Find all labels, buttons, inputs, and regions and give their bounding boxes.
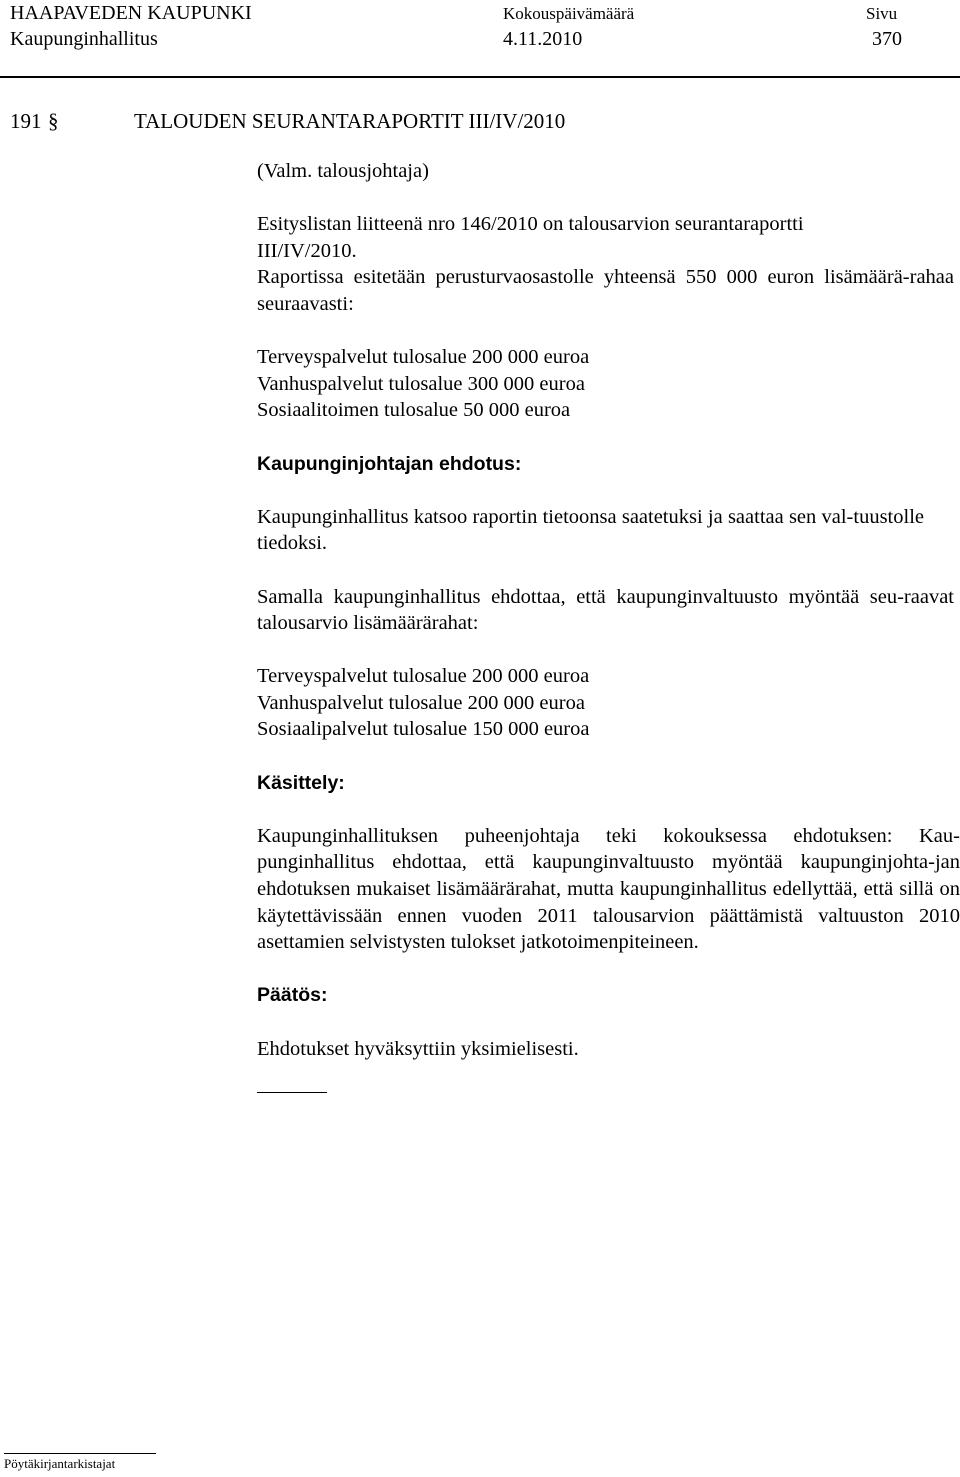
meeting-date-label: Kokouspäivämäärä <box>503 4 635 23</box>
decision-text: Ehdotukset hyväksyttiin yksimielisesti. <box>257 1037 579 1060</box>
decision-heading: Päätös: <box>257 984 328 1007</box>
page-label: Sivu <box>866 4 898 23</box>
report-item: Terveyspalvelut tulosalue 200 000 euroa <box>257 346 590 369</box>
proposal-item: Sosiaalipalvelut tulosalue 150 000 euroa <box>257 718 590 741</box>
item-number: 191 <box>10 109 42 133</box>
item-title: TALOUDEN SEURANTARAPORTIT III/IV/2010 <box>134 109 566 133</box>
handling-text: Kaupunginhallituksen puheenjohtaja teki kokouksessa ehdotuksen: Kau-punginhallitus ehdottaa, että kaupunginvaltuusto myöntää kaupunginjohta-jan ehdotuksen mukaiset lisämäärärahat, mutta kaupunginhallitus edellyttää, että sillä on käytettävissään ennen vuoden 2011 talousarvion päättämistä valtuuston 2010 asettamien selvistysten tulokset jatkotoimenpiteineen. <box>257 824 960 954</box>
municipality-name: HAAPAVEDEN KAUPUNKI <box>10 2 252 24</box>
signature-line <box>4 1453 156 1454</box>
minutes-checkers-label: Pöytäkirjantarkistajat <box>4 1456 116 1471</box>
report-item: Vanhuspalvelut tulosalue 300 000 euroa <box>257 372 585 395</box>
handling-heading: Käsittely: <box>257 771 345 794</box>
minutes-body <box>257 158 960 1093</box>
intro-line-1: Esityslistan liitteenä nro 146/2010 on talousarvion seurantaraportti <box>257 213 804 236</box>
meeting-date: 4.11.2010 <box>503 28 583 50</box>
section-sign: § <box>48 109 59 133</box>
report-item: Sosiaalitoimen tulosalue 50 000 euroa <box>257 399 571 422</box>
proposal-item: Terveyspalvelut tulosalue 200 000 euroa <box>257 665 590 688</box>
page-number: 370 <box>872 28 902 50</box>
report-text: Raportissa esitetään perusturvaosastolle yhteensä 550 000 euron lisämäärä-rahaa seuraavasti: <box>257 266 954 315</box>
end-rule <box>257 1092 327 1093</box>
proposal-text-2: Samalla kaupunginhallitus ehdottaa, että kaupunginvaltuusto myöntää seu-raavat talousarvio lisämäärärahat: <box>257 585 954 635</box>
preparer-note: (Valm. talousjohtaja) <box>257 160 429 182</box>
header-rule <box>0 76 960 78</box>
proposal-heading: Kaupunginjohtajan ehdotus: <box>257 452 522 475</box>
meeting-body: Kaupunginhallitus <box>10 28 158 50</box>
intro-line-2: III/IV/2010. <box>257 239 357 262</box>
proposal-item: Vanhuspalvelut tulosalue 200 000 euroa <box>257 691 585 714</box>
proposal-text: Kaupunginhallitus katsoo raportin tietoonsa saatetuksi ja saattaa sen val-tuustolle tiedoksi. <box>257 505 924 555</box>
